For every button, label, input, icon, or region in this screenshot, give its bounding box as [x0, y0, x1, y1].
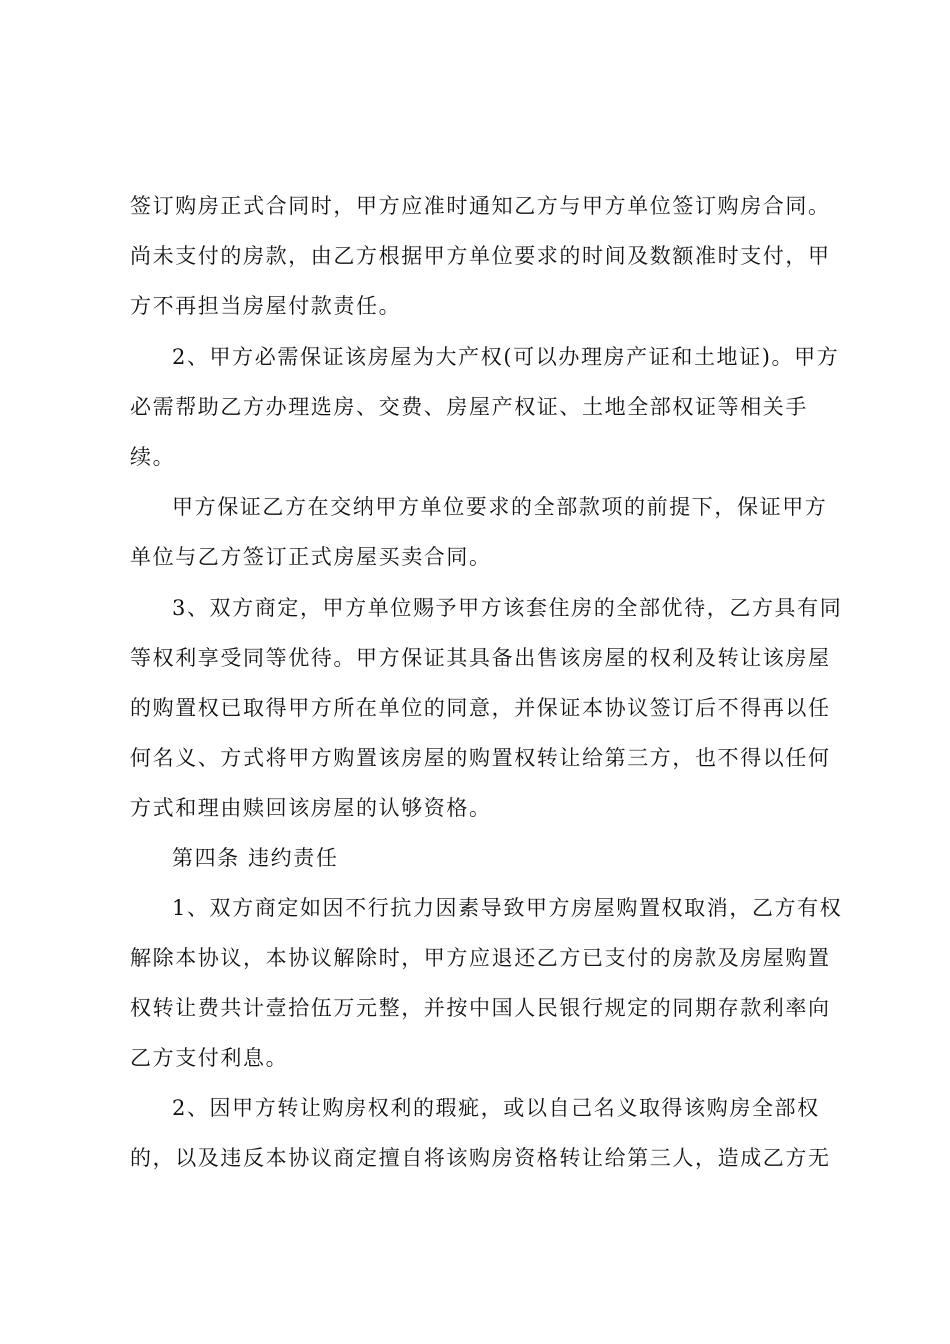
text-line: 单位与乙方签订正式房屋买卖合同。 — [130, 545, 492, 569]
text-line: 必需帮助乙方办理选房、交费、房屋产权证、土地全部权证等相关手 — [130, 395, 808, 419]
text-line: 何名义、方式将甲方购置该房屋的购置权转让给第三方，也不得以任何 — [130, 746, 831, 770]
text-line: 尚未支付的房款，由乙方根据甲方单位要求的时间及数额准时支付，甲 — [130, 244, 831, 268]
text-line: 解除本协议，本协议解除时，甲方应退还乙方已支付的房款及房屋购置 — [130, 946, 831, 970]
text-line: 签订购房正式合同时，甲方应准时通知乙方与甲方单位签订购房合同。 — [130, 194, 831, 218]
text-line: 方不再担当房屋付款责任。 — [130, 294, 402, 318]
text-line: 1、双方商定如因不行抗力因素导致甲方房屋购置权取消，乙方有权 — [172, 896, 843, 920]
section-heading: 第四条 违约责任 — [172, 846, 339, 870]
text-line: 续。 — [130, 445, 176, 469]
text-line: 权转让费共计壹拾伍万元整，并按中国人民银行规定的同期存款利率向 — [130, 996, 831, 1020]
text-line: 的，以及违反本协议商定擅自将该购房资格转让给第三人，造成乙方无 — [130, 1146, 831, 1170]
text-line: 的购置权已取得甲方所在单位的同意，并保证本协议签订后不得再以任 — [130, 696, 831, 720]
text-line: 2、因甲方转让购房权利的瑕疵，或以自己名义取得该购房全部权 — [172, 1096, 820, 1120]
text-line: 方式和理由赎回该房屋的认够资格。 — [130, 796, 492, 820]
text-line: 2、甲方必需保证该房屋为大产权(可以办理房产证和土地证)。甲方 — [172, 345, 840, 369]
text-line: 乙方支付利息。 — [130, 1046, 289, 1070]
text-line: 等权利享受同等优待。甲方保证其具备出售该房屋的权利及转让该房屋 — [130, 646, 831, 670]
text-line: 甲方保证乙方在交纳甲方单位要求的全部款项的前提下，保证甲方 — [172, 495, 828, 519]
text-line: 3、双方商定，甲方单位赐予甲方该套住房的全部优待，乙方具有同 — [172, 596, 843, 620]
